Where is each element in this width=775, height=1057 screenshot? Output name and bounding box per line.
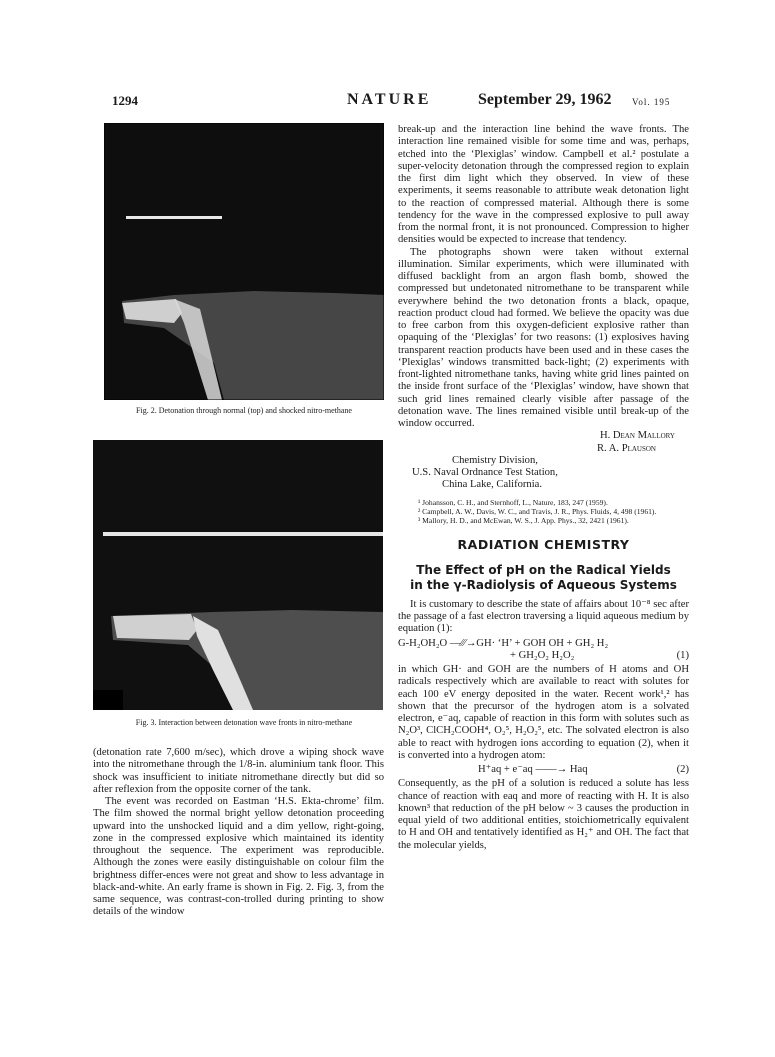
affiliation-line: China Lake, California. [442,479,543,491]
figure-3-photo [93,440,383,710]
body-paragraph: The event was recorded on Eastman ‘H.S. Ekta-chrome’ film. The film showed the normal bright yellow detonation proceeding upward into the unshocked liquid and a dim yellow, right-going, zone in the compressed explosive which maintained its identity throughout the sequence. The experiment was reproducible. Although the zones were easily distinguishable on colour film the brightness differ-ences were not great and show to less advantage in black-and-white. An early frame is shown in Fig. 2. Fig. 3, from the same sequence, was contrast-con-trolled during printing to show details of the window [93,796,384,918]
figure-2-image [104,123,384,400]
body-paragraph: break-up and the interaction line behind the wave fronts. The interaction line remained visible for some time and was, perhaps, etched into the ‘Plexiglas’ window. Campbell et al.² postulate a super-velocity detonation through the compressed region to explain the first dim light which they observed. In view of these experiments, it seems reasonable to attribute weak detonation light to the reaction of compressed material. Although there is some tendency for the wave in the compressed explosive to pull away from the normal front, it is not pronounced. Compression to higher densities would be expected to increase that tendency. [398,124,689,246]
article-title [398,563,689,593]
author-name: H. Dean Mallory [599,430,675,442]
equation-number: (2) [676,764,689,775]
body-paragraph: Consequently, as the pH of a solution is reduced a solute has less chance of reaction with eaq and more of reacting with H. It is also known³ that reduction of the pH below ~ 3 causes the production in equal yield of two additional entities, stoichiometrically equivalent to H and OH and tentatively identified as H₂⁺ and OH. The fact that the molecular yields, [398,778,689,851]
figure-2-caption: Fig. 2. Detonation through normal (top) and shocked nitro-methane [136,406,352,415]
figure-3-image [93,440,383,710]
reference-item: ¹ Johansson, C. H., and Sternhoff, L., Nature, 183, 247 (1959). [418,497,608,507]
author-name: R. A. Plauson [596,442,656,454]
body-paragraph: It is customary to describe the state of affairs about 10⁻⁸ sec after the passage of a fast electron traversing a liquid aqueous medium by equation (1): [398,598,689,635]
article-title-line: in the γ-Radiolysis of Aqueous Systems [410,577,677,592]
reference-item: ² Campbell, A. W., Davis, W. C., and Travis, J. R., Phys. Fluids, 4, 498 (1961). [418,506,657,516]
figure-3-caption: Fig. 3. Interaction between detonation wave fronts in nitro-methane [135,718,353,727]
volume-number: Vol. 195 [632,97,671,107]
equation-2 [398,764,689,776]
article-title-line: The Effect of pH on the Radical Yields [416,562,671,577]
journal-title: NATURE [347,91,432,108]
figure-2-photo [104,123,384,400]
equation-1 [398,638,689,663]
left-column-text [93,747,384,919]
body-paragraph: in which GH· and GOH are the numbers of H atoms and OH radicals respectively which are available to react with solutes for each 100 eV energy deposited in the water. Recent work¹,² has shown that the precursor of the hydrogen atom is a solvated electron, e⁻aq, capable of reaction in this form with solutes such as N₂O³, ClCH₂COOH⁴, O₂⁵, H₂O₂⁵, etc. The solvated electron is also able to react with hydrogen ions according to equation (2), when it is converted into a hydrogen atom: [398,664,689,761]
equation-line: + GH₂O₂ H₂O₂ [510,649,575,661]
reference-list [398,498,689,525]
right-column-text [398,124,689,852]
affiliation-line: Chemistry Division, [452,454,538,466]
issue-date: September 29, 1962 [478,91,612,108]
affiliation-line: U.S. Naval Ordnance Test Station, [412,467,558,478]
body-paragraph: The photographs shown were taken without external illumination. Similar experiments, which were illuminated with diffused backlight from an argon flash bomb, showed the compressed but undetonated nitromethane to be transparent while everywhere behind the two detonation fronts a black, opaque, reaction product cloud had formed. We believe the opacity was due to free carbon from this oxygen-deficient explosive rather than opaquing of the ‘Plexiglas’ for two reasons: (1) explosives having transparent reaction products have been used and in these cases the ‘Plexiglas’ windows transmitted back-light; (2) experiments with front-lighted nitromethane tanks, having white grid lines painted on the inside front surface of the ‘Plexiglas’ window, have shown that such grid lines remained clearly visible after passage of the detonation wave. The lines remained visible until break-up of the window occurred. [398,246,689,429]
page-number: 1294 [112,93,138,108]
equation-line: H⁺aq + e⁻aq ——→ Haq [478,764,588,775]
equation-number: (1) [676,649,689,661]
reference-item: ³ Mallory, H. D., and McEwan, W. S., J. App. Phys., 32, 2421 (1961). [418,515,629,525]
section-heading: RADIATION CHEMISTRY [457,536,630,552]
equation-line-numbered [398,650,689,662]
body-paragraph: (detonation rate 7,600 m/sec), which drove a wiping shock wave into the nitromethane through the 1/8-in. aluminium tank floor. This shock was insufficient to initiate nitromethane directly but did so after reflexion from the opposite corner of the tank. [93,747,384,795]
equation-line: G-H₂OH₂O —⁄⁄⁄→GH· ‘H’ + GOH OH + GH₂ H₂ [398,637,609,649]
